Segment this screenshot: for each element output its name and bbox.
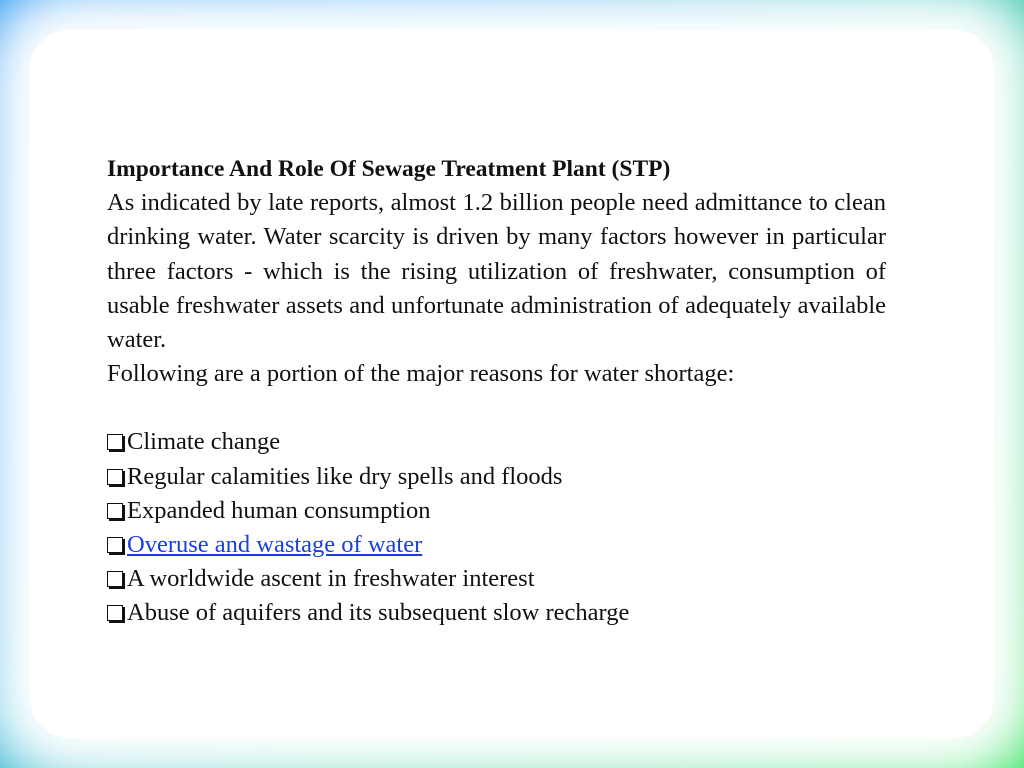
list-item: [107, 596, 886, 630]
slide-title: Importance And Role Of Sewage Treatment Plant (STP): [107, 156, 671, 182]
spacer: [107, 391, 886, 425]
checkbox-bullet-icon: [107, 537, 123, 553]
list-item-text: Regular calamities like dry spells and floods: [127, 462, 563, 490]
slide-text-block: [107, 152, 886, 631]
list-item: [107, 425, 886, 459]
list-item: [107, 494, 886, 528]
checkbox-bullet-icon: [107, 605, 123, 621]
list-item-text: Climate change: [127, 428, 281, 456]
list-intro: Following are a portion of the major reasons for water shortage:: [107, 360, 735, 388]
body-paragraph: As indicated by late reports, almost 1.2 billion people need admittance to clean drinking water. Water scarcity is driven by many factors however in particular three factors - which is the rising utilization of freshwater, consumption of usable freshwater assets and unfortunate administration of adequately available water.: [107, 189, 886, 354]
list-item-text: A worldwide ascent in freshwater interest: [127, 565, 535, 593]
list-item-text: Abuse of aquifers and its subsequent slow recharge: [127, 599, 630, 627]
list-item: [107, 460, 886, 494]
reasons-list: [107, 425, 886, 630]
checkbox-bullet-icon: [107, 571, 123, 587]
list-item-text: Expanded human consumption: [127, 496, 431, 524]
checkbox-bullet-icon: [107, 503, 123, 519]
checkbox-bullet-icon: [107, 434, 123, 450]
list-item: [107, 562, 886, 596]
overuse-link[interactable]: Overuse and wastage of water: [127, 531, 423, 559]
checkbox-bullet-icon: [107, 469, 123, 485]
list-item: [107, 528, 886, 562]
